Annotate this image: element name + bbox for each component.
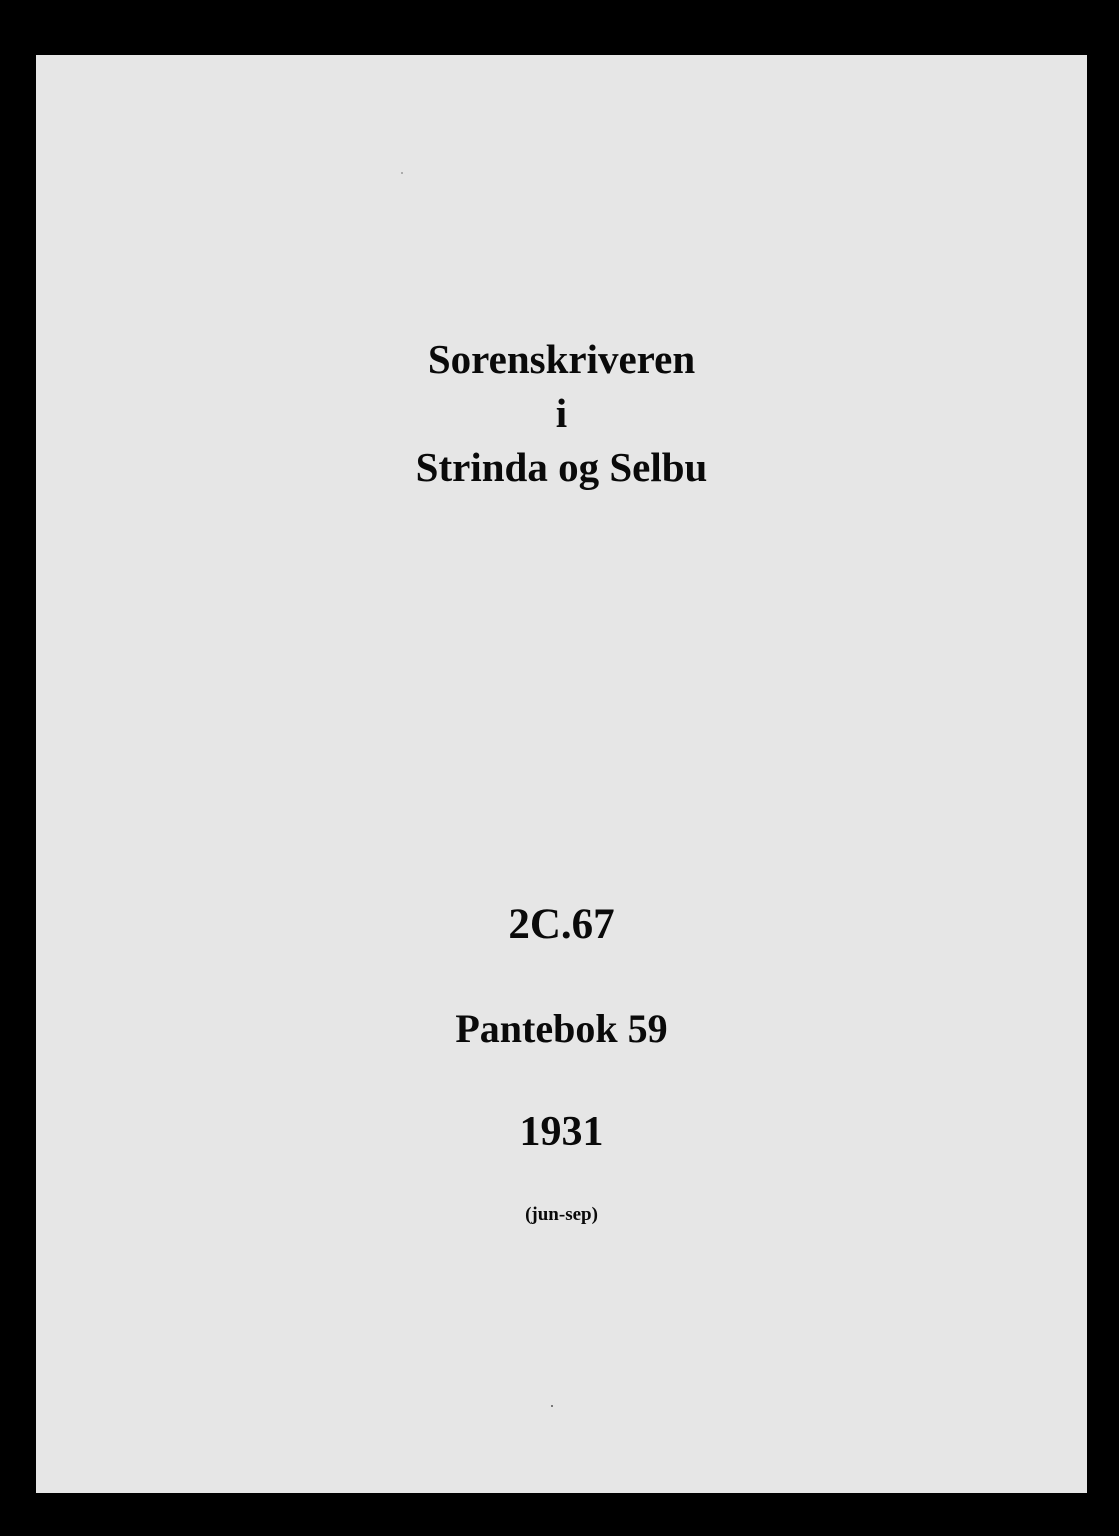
paper-speck (401, 172, 403, 174)
title-line-preposition: i (555, 390, 568, 436)
paper-speck (551, 1405, 553, 1407)
series-code: 2C.67 (508, 901, 615, 948)
volume-year: 1931 (519, 1109, 604, 1155)
volume-title: Pantebok 59 (455, 1006, 668, 1051)
title-line-office: Sorenskriveren (427, 336, 696, 382)
title-line-district: Strinda og Selbu (415, 444, 708, 490)
volume-period: (jun-sep) (525, 1204, 598, 1225)
cover-sheet (36, 55, 1087, 1493)
